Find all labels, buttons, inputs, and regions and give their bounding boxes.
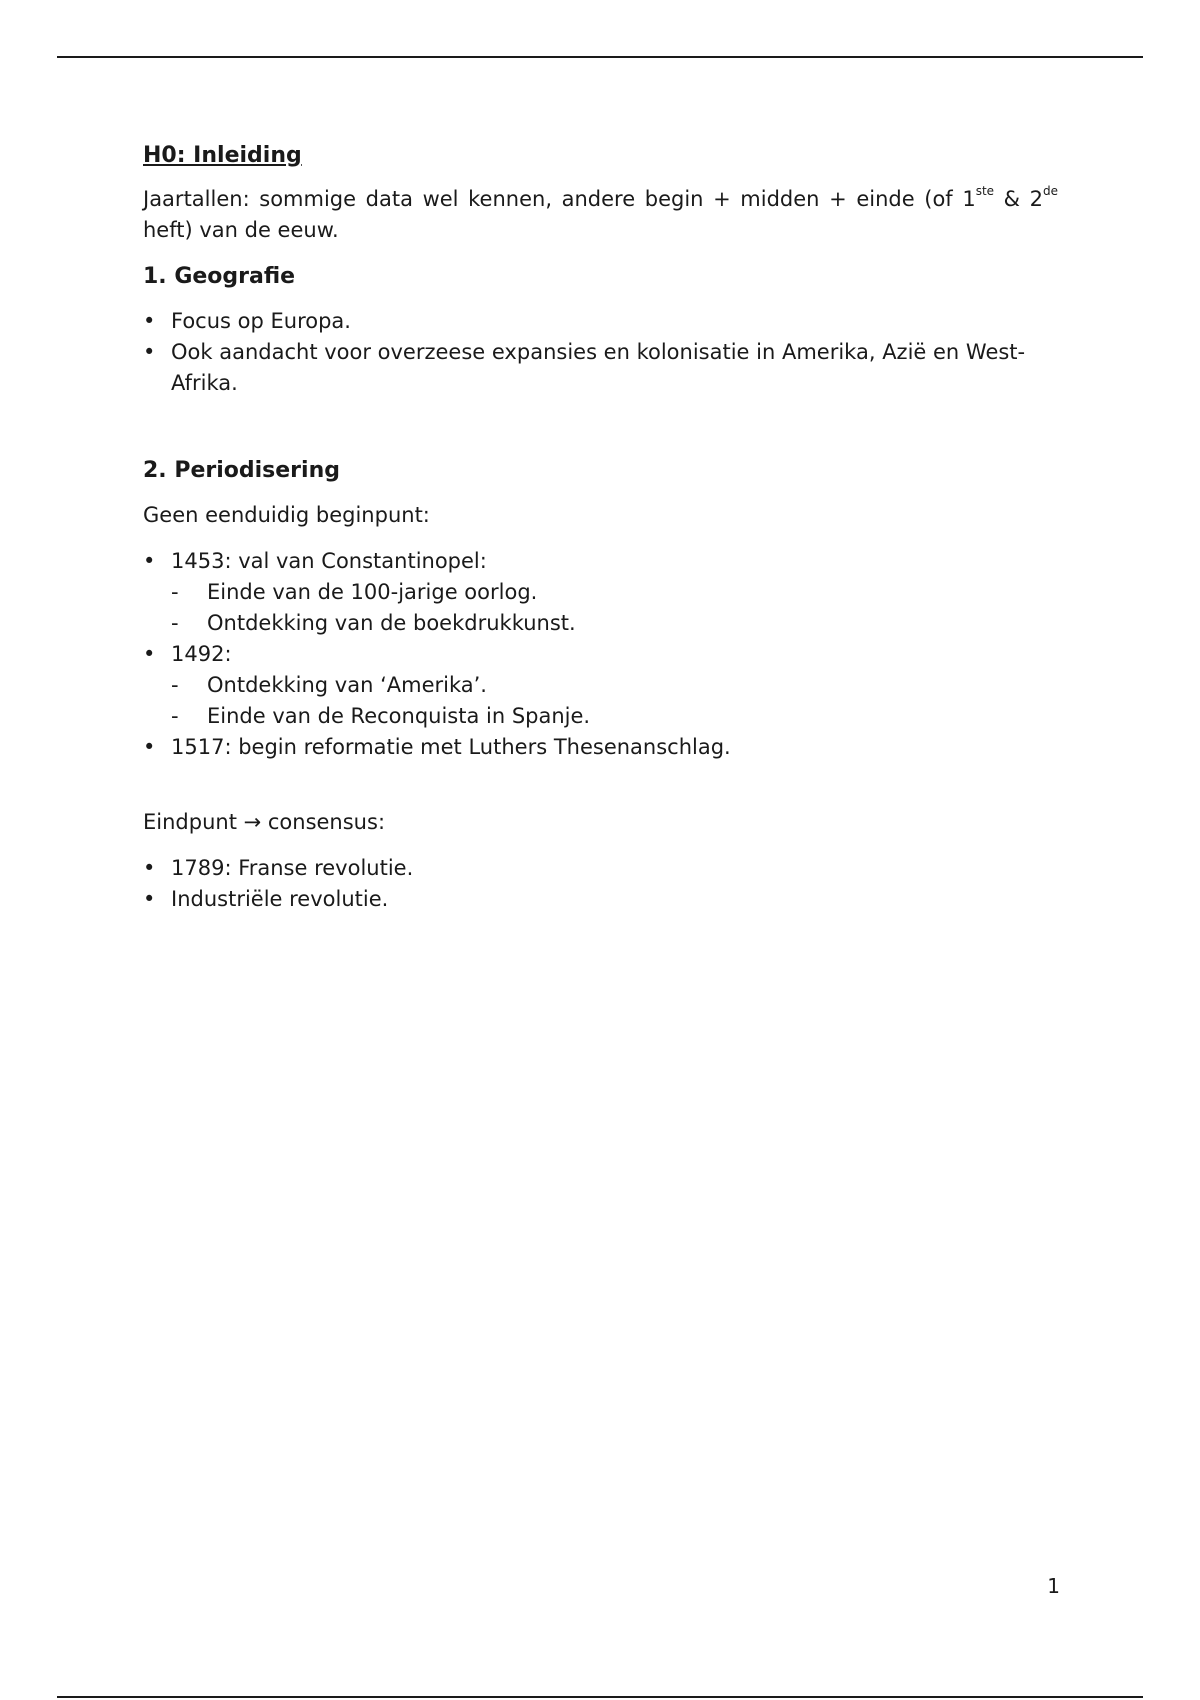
list-item-text: Industriële revolutie.	[171, 887, 389, 911]
bullet-icon: •	[143, 856, 156, 880]
section-title-geografie: 1. Geografie	[143, 264, 296, 289]
list-item	[143, 546, 1058, 639]
geografie-list	[143, 306, 1058, 399]
document-body	[143, 140, 1058, 915]
list-item-text: Ook aandacht voor overzeese expansies en kolonisatie in Amerika, Azië en West-Afrika.	[171, 340, 1026, 395]
bullet-icon: •	[143, 549, 156, 573]
chapter-heading: H0: Inleiding	[143, 143, 302, 168]
intro-paragraph	[143, 184, 1058, 246]
list-item	[143, 853, 1058, 884]
list-item	[143, 732, 1058, 763]
list-item-text: 1789: Franse revolutie.	[171, 856, 414, 880]
header-rule	[57, 56, 1143, 58]
page-number: 1	[1047, 1574, 1060, 1598]
list-item-text: Focus op Europa.	[171, 309, 351, 333]
sub-list-item-text: Ontdekking van de boekdrukkunst.	[207, 611, 576, 635]
list-item	[143, 337, 1058, 399]
dash-icon: -	[171, 673, 179, 697]
list-item-text: 1517: begin reformatie met Luthers Thesenanschlag.	[171, 735, 731, 759]
bullet-icon: •	[143, 887, 156, 911]
dash-icon: -	[171, 611, 179, 635]
intro-sup-de: de	[1043, 184, 1059, 198]
sub-list-item-text: Einde van de 100-jarige oorlog.	[207, 580, 538, 604]
intro-sup-ste: ste	[975, 184, 995, 198]
intro-text-part1: Jaartallen: sommige data wel kennen, andere begin + midden + einde (of 1	[143, 187, 976, 211]
sub-list-item-text: Einde van de Reconquista in Spanje.	[207, 704, 591, 728]
intro-text-part3: heft) van de eeuw.	[143, 218, 339, 242]
dash-icon: -	[171, 580, 179, 604]
bullet-icon: •	[143, 735, 156, 759]
sub-list-item	[171, 670, 1058, 701]
sub-list	[171, 670, 1058, 732]
section-title-periodisering: 2. Periodisering	[143, 458, 340, 483]
intro-text-part2: & 2	[994, 187, 1044, 211]
eindpunt-list	[143, 853, 1058, 915]
sub-list-item-text: Ontdekking van ‘Amerika’.	[207, 673, 487, 697]
list-item	[143, 639, 1058, 732]
beginpunt-list	[143, 546, 1058, 763]
end-label: Eindpunt → consensus:	[143, 810, 386, 834]
footer-rule	[57, 1696, 1143, 1698]
bullet-icon: •	[143, 340, 156, 364]
list-item	[143, 306, 1058, 337]
list-item	[143, 884, 1058, 915]
dash-icon: -	[171, 704, 179, 728]
begin-label: Geen eenduidig beginpunt:	[143, 503, 430, 527]
sub-list-item	[171, 701, 1058, 732]
list-item-text: 1453: val van Constantinopel:	[171, 549, 487, 573]
bullet-icon: •	[143, 642, 156, 666]
bullet-icon: •	[143, 309, 156, 333]
sub-list	[171, 577, 1058, 639]
sub-list-item	[171, 608, 1058, 639]
list-item-text: 1492:	[171, 642, 232, 666]
sub-list-item	[171, 577, 1058, 608]
